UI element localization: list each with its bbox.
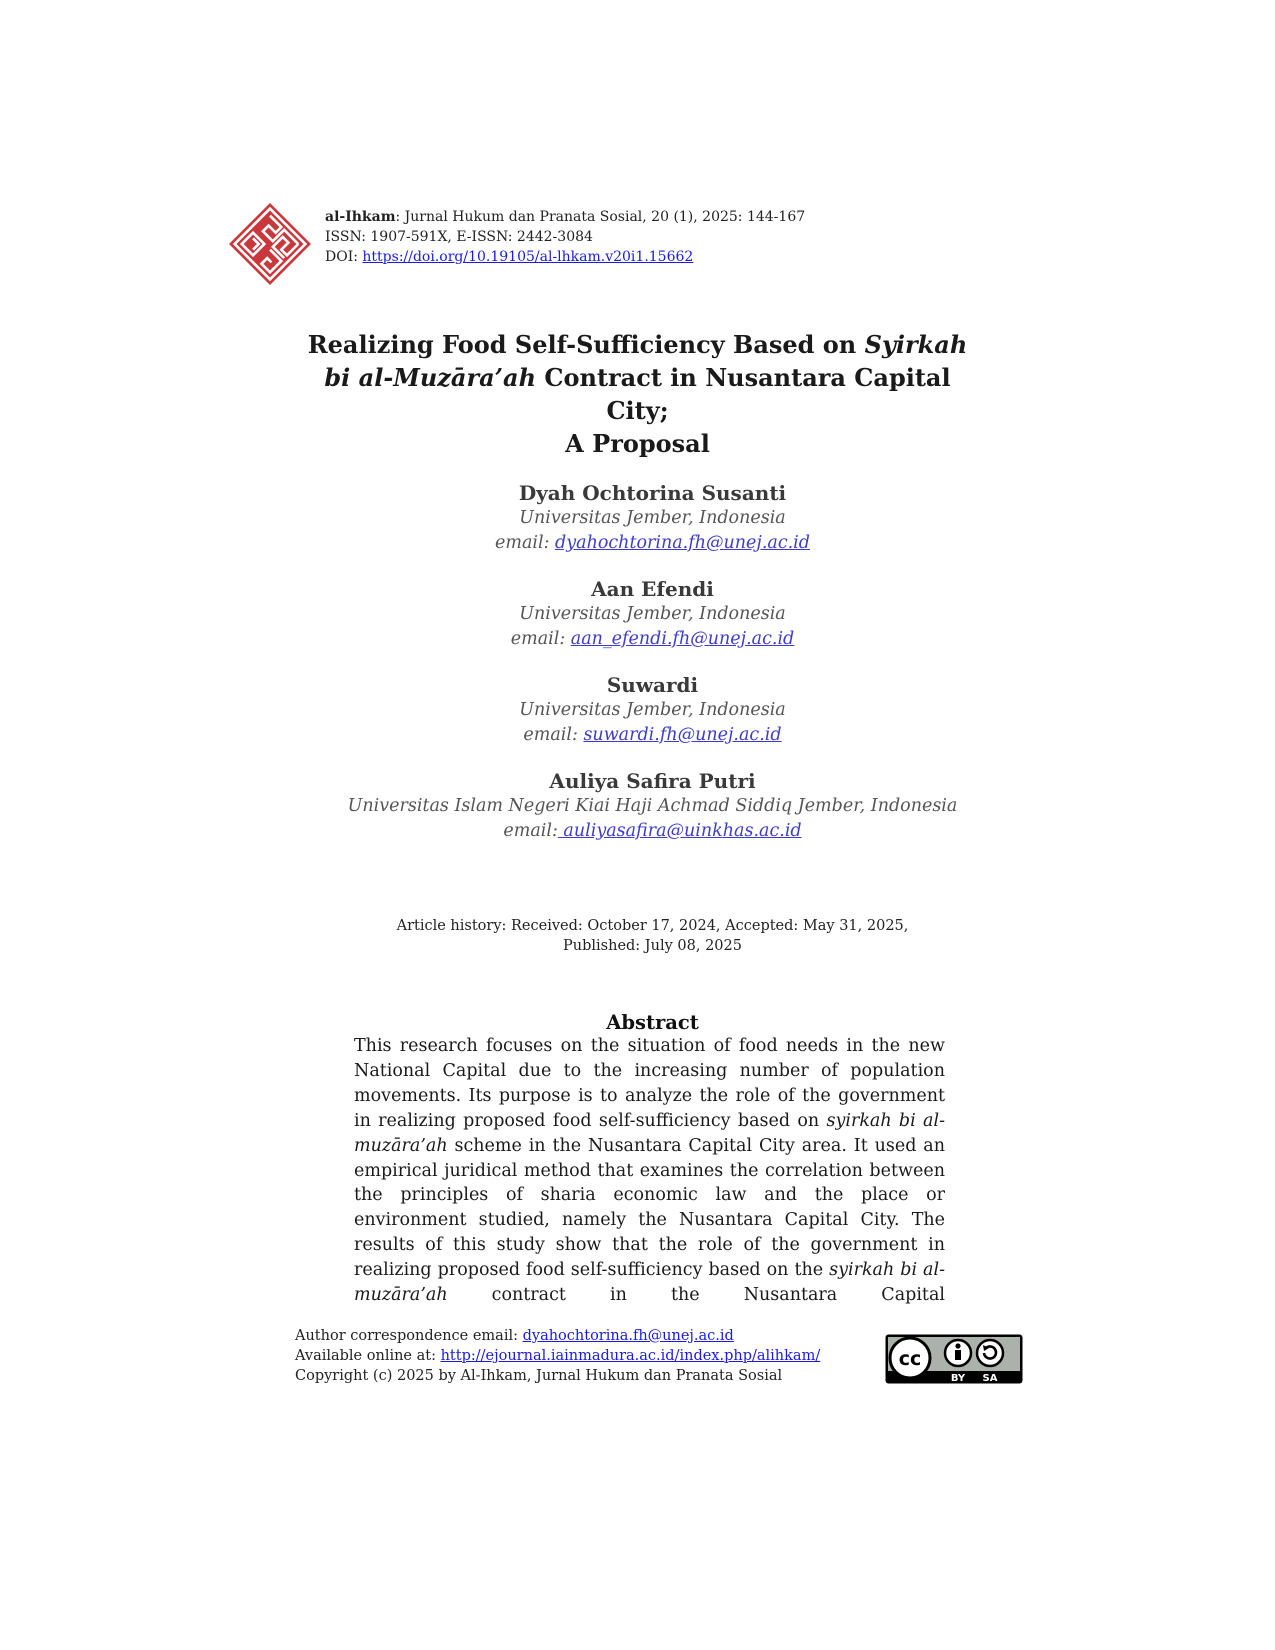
online-label: Available online at: bbox=[295, 1348, 441, 1364]
abstract-italic-2: syirkah bi al-muzāra’ah bbox=[354, 1260, 945, 1306]
email-label: email: bbox=[523, 725, 584, 745]
author-email bbox=[0, 723, 1275, 748]
correspondence-email-link[interactable]: dyahochtorina.fh@unej.ac.id bbox=[522, 1328, 734, 1344]
author-email-link[interactable]: suwardi.fh@unej.ac.id bbox=[583, 725, 782, 745]
issn-line: ISSN: 1907-591X, E-ISSN: 2442-3084 bbox=[325, 229, 593, 245]
author-email-link[interactable]: aan_efendi.fh@unej.ac.id bbox=[570, 629, 795, 649]
abstract-heading: Abstract bbox=[606, 1011, 699, 1034]
journal-header bbox=[325, 207, 805, 267]
doi-link[interactable]: https://doi.org/10.19105/al-lhkam.v20i1.15662 bbox=[362, 249, 694, 265]
author-block bbox=[0, 672, 1275, 748]
author-email bbox=[0, 819, 1275, 844]
author-name: Suwardi bbox=[606, 673, 699, 697]
article-history bbox=[300, 916, 1005, 956]
history-line-1: Article history: Received: October 17, 2024, Accepted: May 31, 2025, bbox=[396, 918, 909, 934]
paper-title bbox=[300, 328, 975, 460]
title-part-1: Realizing Food Self-Sufficiency Based on bbox=[307, 330, 865, 359]
author-name: Dyah Ochtorina Susanti bbox=[518, 481, 787, 505]
author-block bbox=[0, 480, 1275, 556]
journal-details: : Jurnal Hukum dan Pranata Sosial, 20 (1), 2025: 144-167 bbox=[395, 209, 806, 225]
author-email-link[interactable]: dyahochtorina.fh@unej.ac.id bbox=[555, 533, 810, 553]
journal-citation-line bbox=[325, 207, 805, 227]
title-part-2: Contract in Nusantara Capital City; bbox=[536, 363, 951, 425]
svg-text:cc: cc bbox=[898, 1348, 922, 1370]
author-email bbox=[0, 531, 1275, 556]
correspondence-label: Author correspondence email: bbox=[295, 1328, 523, 1344]
author-name: Auliya Safira Putri bbox=[549, 769, 756, 793]
author-name: Aan Efendi bbox=[591, 577, 714, 601]
email-label: email: bbox=[510, 629, 571, 649]
author-email bbox=[0, 627, 1275, 652]
online-line bbox=[295, 1346, 820, 1366]
journal-url-link[interactable]: http://ejournal.iainmadura.ac.id/index.php/alihkam/ bbox=[440, 1348, 821, 1364]
copyright-line: Copyright (c) 2025 by Al-Ihkam, Jurnal Hukum dan Pranata Sosial bbox=[295, 1368, 783, 1384]
email-label: email: bbox=[495, 533, 556, 553]
cc-by-sa-license-icon[interactable] bbox=[885, 1334, 1023, 1384]
cc-sa-label: SA bbox=[982, 1373, 998, 1384]
doi-label: DOI: bbox=[325, 249, 363, 265]
author-affiliation: Universitas Jember, Indonesia bbox=[519, 508, 786, 528]
correspondence-line bbox=[295, 1326, 820, 1346]
author-email-link[interactable]: auliyasafira@uinkhas.ac.id bbox=[557, 821, 802, 841]
title-part-3: A Proposal bbox=[565, 429, 710, 458]
abstract-italic-1: syirkah bi al-muzāra’ah bbox=[354, 1110, 945, 1156]
page-footer bbox=[295, 1326, 820, 1386]
abstract-text-1: This research focuses on the situation of food needs in the new National Capital due to the increasing number of population movements. Its purpose is to analyze the role of the government in realizing proposed food self-sufficiency based on bbox=[354, 1036, 945, 1131]
journal-logo-icon bbox=[226, 200, 314, 288]
author-block bbox=[0, 576, 1275, 652]
author-block bbox=[0, 768, 1275, 844]
author-affiliation: Universitas Jember, Indonesia bbox=[519, 700, 786, 720]
journal-name: al-Ihkam bbox=[325, 209, 396, 225]
author-affiliation: Universitas Islam Negeri Kiai Haji Achmad Siddiq Jember, Indonesia bbox=[347, 796, 958, 816]
abstract-text bbox=[354, 1034, 945, 1308]
email-label: email: bbox=[503, 821, 558, 841]
abstract-text-2: scheme in the Nusantara Capital City area. It used an empirical juridical method that examines the correlation between the principles of sharia economic law and the place or environment studied, namely the Nusantara Capital City. The results of this study show that the role of the government in realizing proposed food self-sufficiency based on the bbox=[354, 1135, 945, 1281]
title-italic-2: bi al-Muzāra’ah bbox=[324, 363, 537, 392]
doi-line bbox=[325, 247, 805, 267]
title-italic-1: Syirkah bbox=[864, 330, 968, 359]
author-affiliation: Universitas Jember, Indonesia bbox=[519, 604, 786, 624]
history-line-2: Published: July 08, 2025 bbox=[563, 938, 742, 954]
author-list bbox=[0, 480, 1275, 864]
abstract-text-3: contract in the Nusantara Capital bbox=[447, 1285, 945, 1306]
cc-by-label: BY bbox=[950, 1373, 966, 1384]
